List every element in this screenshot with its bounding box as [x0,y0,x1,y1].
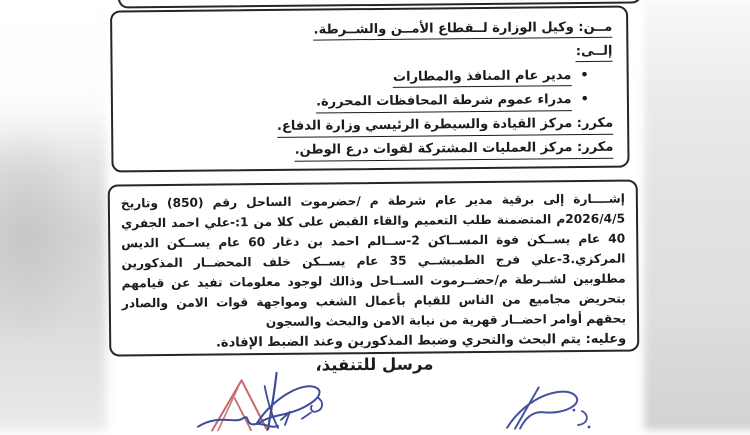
to-label: إلــى: [126,43,612,63]
signature-right-icon [479,383,604,430]
recipient-text: مدراء عموم شرطة المحافظات المحررة. [316,92,572,113]
body-box [108,179,640,375]
cc-line: مكرر: مركز القيادة والسيطرة الرئيسي وزارة الدفاع. [127,116,613,136]
cc-line: مكرر: مركز العمليات المشتركة لقوات درع الوطن. [127,140,613,160]
from-line: مــن: وكيل الوزارة لــقطاع الأمــن والشــرطة. [126,19,612,39]
signature-left-with-stamp-icon [184,367,335,431]
bullet-icon: • [580,91,589,108]
header-box [110,6,630,173]
recipient-item [127,92,589,111]
recipient-text: مدير عام المنافذ والمطارات [393,68,572,88]
recipient-item [127,68,589,87]
reference-paragraph: إشــــارة إلى برقية مدير عام شرطة م /حضرموت الساحل رقم (850) وتاريخ 2026/4/5م المتضمنة طلب التعميم والقاء القبض على كلا من 1:-علي احمد الجفري 40 عام يســكن فوة المســاكن 2-ســالم احمد بن دغار 60 عام يســكن الديس المركزي.3-علي فرج الطمبشــي 35 عام يســكن خلف المحضــار المذكورين مطلوبين لشــرطة م/حضــرموت الســاحل وذالك لوجود معلومات تفيد عن قيامهم بتحريض مجاميع من الناس للقيام بأعمال الشغب ومواجهة قوات الامن والصادر بحقهم أوامر احضــار قهرية من نيابة الامن والبحث والسجون [120,191,627,330]
directive-line: وعليه: يتم البحث والتحري وضبط المذكورين وعند الضبط الإفادة. [215,331,627,351]
bullet-icon: • [580,67,589,83]
closing-line: مرسل للتنفيذ، [315,354,434,375]
